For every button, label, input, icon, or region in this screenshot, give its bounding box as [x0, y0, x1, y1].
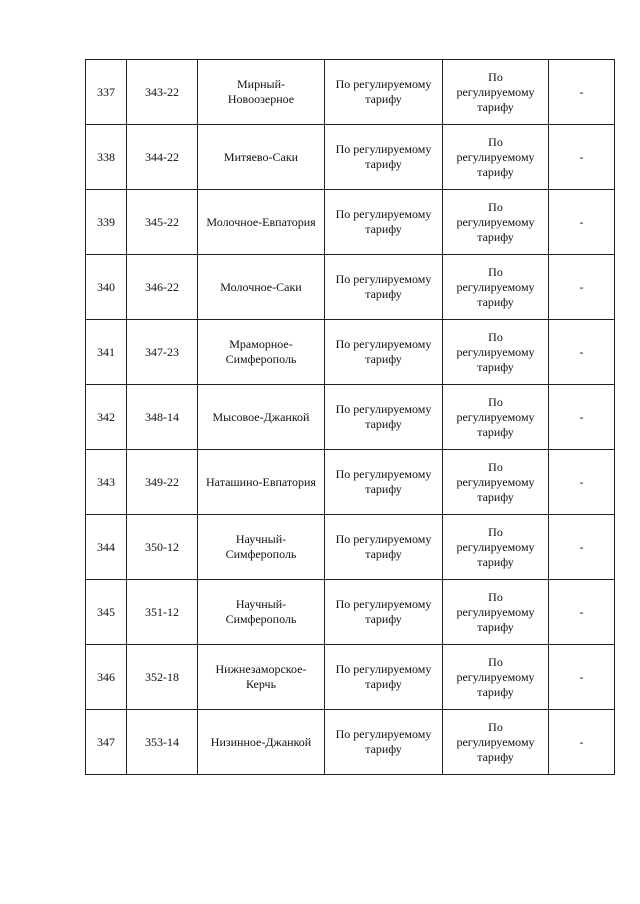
registration-number-cell: 347-23 [127, 320, 198, 385]
tariff-cell: По регулируемому тарифу [325, 60, 443, 125]
extra-cell: - [549, 645, 615, 710]
registration-number-cell: 350-12 [127, 515, 198, 580]
route-name-cell: Научный- Симферополь [198, 515, 325, 580]
table-row [86, 190, 615, 255]
table-row [86, 580, 615, 645]
extra-cell: - [549, 710, 615, 775]
tariff-cell: По регулируемому тарифу [325, 645, 443, 710]
table-row [86, 385, 615, 450]
table-row [86, 125, 615, 190]
row-number-cell: 341 [86, 320, 127, 385]
extra-cell: - [549, 385, 615, 450]
row-number-cell: 346 [86, 645, 127, 710]
extra-cell: - [549, 320, 615, 385]
tariff-cell: По регулируемому тарифу [325, 515, 443, 580]
tariff-cell: По регулируемому тарифу [325, 385, 443, 450]
tariff-alt-cell: По регулируемому тарифу [443, 385, 549, 450]
tariff-alt-cell: По регулируемому тарифу [443, 125, 549, 190]
route-name-cell: Молочное-Евпатория [198, 190, 325, 255]
registration-number-cell: 345-22 [127, 190, 198, 255]
route-name-cell: Мысовое-Джанкой [198, 385, 325, 450]
table-row [86, 450, 615, 515]
route-name-cell: Низинное-Джанкой [198, 710, 325, 775]
row-number-cell: 345 [86, 580, 127, 645]
tariff-alt-cell: По регулируемому тарифу [443, 515, 549, 580]
registration-number-cell: 344-22 [127, 125, 198, 190]
tariff-alt-cell: По регулируемому тарифу [443, 255, 549, 320]
extra-cell: - [549, 255, 615, 320]
registration-number-cell: 343-22 [127, 60, 198, 125]
registration-number-cell: 352-18 [127, 645, 198, 710]
tariff-alt-cell: По регулируемому тарифу [443, 580, 549, 645]
extra-cell: - [549, 450, 615, 515]
registration-number-cell: 346-22 [127, 255, 198, 320]
tariff-alt-cell: По регулируемому тарифу [443, 710, 549, 775]
tariff-cell: По регулируемому тарифу [325, 255, 443, 320]
route-name-cell: Мраморное- Симферополь [198, 320, 325, 385]
tariff-alt-cell: По регулируемому тарифу [443, 645, 549, 710]
route-name-cell: Митяево-Саки [198, 125, 325, 190]
extra-cell: - [549, 125, 615, 190]
routes-table-body [86, 60, 615, 775]
tariff-cell: По регулируемому тарифу [325, 125, 443, 190]
tariff-cell: По регулируемому тарифу [325, 450, 443, 515]
row-number-cell: 340 [86, 255, 127, 320]
registration-number-cell: 351-12 [127, 580, 198, 645]
row-number-cell: 342 [86, 385, 127, 450]
extra-cell: - [549, 190, 615, 255]
route-name-cell: Нижнезаморское- Керчь [198, 645, 325, 710]
row-number-cell: 344 [86, 515, 127, 580]
tariff-alt-cell: По регулируемому тарифу [443, 60, 549, 125]
table-row [86, 645, 615, 710]
route-name-cell: Мирный- Новоозерное [198, 60, 325, 125]
tariff-cell: По регулируемому тарифу [325, 710, 443, 775]
row-number-cell: 343 [86, 450, 127, 515]
row-number-cell: 338 [86, 125, 127, 190]
extra-cell: - [549, 60, 615, 125]
tariff-cell: По регулируемому тарифу [325, 580, 443, 645]
table-row [86, 320, 615, 385]
table-row [86, 255, 615, 320]
routes-table [85, 59, 615, 775]
row-number-cell: 339 [86, 190, 127, 255]
table-row [86, 515, 615, 580]
tariff-cell: По регулируемому тарифу [325, 190, 443, 255]
registration-number-cell: 348-14 [127, 385, 198, 450]
route-name-cell: Научный- Симферополь [198, 580, 325, 645]
route-name-cell: Наташино-Евпатория [198, 450, 325, 515]
table-row [86, 60, 615, 125]
tariff-alt-cell: По регулируемому тарифу [443, 190, 549, 255]
tariff-alt-cell: По регулируемому тарифу [443, 450, 549, 515]
tariff-cell: По регулируемому тарифу [325, 320, 443, 385]
row-number-cell: 347 [86, 710, 127, 775]
table-row [86, 710, 615, 775]
row-number-cell: 337 [86, 60, 127, 125]
extra-cell: - [549, 515, 615, 580]
registration-number-cell: 349-22 [127, 450, 198, 515]
tariff-alt-cell: По регулируемому тарифу [443, 320, 549, 385]
registration-number-cell: 353-14 [127, 710, 198, 775]
route-name-cell: Молочное-Саки [198, 255, 325, 320]
extra-cell: - [549, 580, 615, 645]
